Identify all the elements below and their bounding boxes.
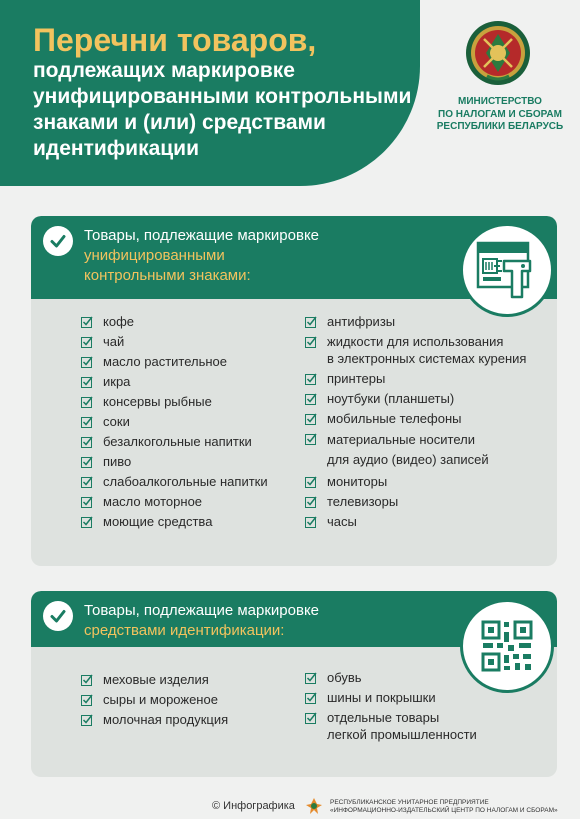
list-item bbox=[305, 493, 526, 510]
list-item-label: масло моторное bbox=[103, 494, 203, 509]
section-title bbox=[84, 226, 319, 286]
list-right bbox=[305, 669, 477, 746]
list-item-label: икра bbox=[103, 374, 131, 389]
checkbox-icon bbox=[305, 316, 317, 328]
list-item-label: пиво bbox=[103, 454, 132, 469]
checkbox-icon bbox=[305, 373, 317, 385]
list-item-label: моющие средства bbox=[103, 514, 213, 529]
checkbox-icon bbox=[81, 416, 93, 428]
list-item-label: обувь bbox=[327, 670, 362, 685]
checkbox-icon bbox=[81, 356, 93, 368]
page-title: Перечни товаров, bbox=[33, 22, 317, 58]
check-icon bbox=[43, 226, 73, 256]
checkbox-icon bbox=[81, 336, 93, 348]
list-item-label: безалкогольные напитки bbox=[103, 434, 252, 449]
barcode-scanner-icon bbox=[460, 223, 554, 317]
list-item-label: мониторы bbox=[327, 474, 388, 489]
list-right bbox=[305, 313, 526, 533]
page-subtitle: подлежащих маркировке унифицированными контрольными знаками и (или) средствами идентификации bbox=[33, 59, 412, 160]
list-item bbox=[305, 410, 526, 427]
list-left bbox=[81, 313, 268, 533]
list-item bbox=[81, 313, 268, 333]
checkbox-icon bbox=[81, 456, 93, 468]
section-title-plain: Товары, подлежащие маркировке bbox=[84, 227, 320, 244]
section-title-accent: средствами идентификации: bbox=[84, 622, 285, 639]
list-item bbox=[305, 313, 526, 330]
list-item-label: ноутбуки (планшеты) bbox=[327, 391, 455, 406]
list-item bbox=[81, 513, 268, 533]
checkbox-icon bbox=[305, 433, 317, 445]
section-control-marks bbox=[31, 216, 557, 566]
list-item bbox=[81, 493, 268, 513]
list-item bbox=[81, 393, 268, 413]
list-item bbox=[81, 353, 268, 373]
checkbox-icon bbox=[81, 376, 93, 388]
list-item bbox=[81, 453, 268, 473]
checkbox-icon bbox=[305, 476, 317, 488]
list-item bbox=[305, 709, 477, 743]
list-item bbox=[305, 473, 526, 490]
check-icon bbox=[43, 601, 73, 631]
checkbox-icon bbox=[305, 672, 317, 684]
list-item bbox=[81, 691, 228, 711]
list-item bbox=[305, 430, 526, 470]
checkbox-icon bbox=[81, 674, 93, 686]
checkbox-icon bbox=[305, 712, 317, 724]
list-item bbox=[81, 671, 228, 691]
ministry-name: МИНИСТЕРСТВО ПО НАЛОГАМ И СБОРАМ РЕСПУБЛИКИ БЕЛАРУСЬ bbox=[436, 96, 564, 132]
list-item-label: меховые изделия bbox=[103, 672, 209, 687]
list-item-label: отдельные товары легкой промышленности bbox=[327, 710, 477, 742]
list-item-label: соки bbox=[103, 414, 130, 429]
list-item bbox=[81, 433, 268, 453]
checkbox-icon bbox=[81, 694, 93, 706]
checkbox-icon bbox=[81, 496, 93, 508]
list-item-label: шины и покрышки bbox=[327, 690, 436, 705]
list-item-label: мобильные телефоны bbox=[327, 411, 462, 426]
publisher-logo bbox=[305, 797, 323, 815]
section-title-accent: унифицированными контрольными знаками: bbox=[84, 247, 251, 284]
list-item bbox=[81, 373, 268, 393]
list-item bbox=[305, 333, 526, 367]
list-item bbox=[81, 711, 228, 731]
list-item-label: кофе bbox=[103, 314, 134, 329]
section-title-plain: Товары, подлежащие маркировке bbox=[84, 602, 320, 619]
publisher-name: РЕСПУБЛИКАНСКОЕ УНИТАРНОЕ ПРЕДПРИЯТИЕ «ИНФОРМАЦИОННО-ИЗДАТЕЛЬСКИЙ ЦЕНТР ПО НАЛОГАМ И СБОРАМ» bbox=[330, 799, 558, 814]
ministry-emblem bbox=[465, 20, 531, 86]
checkbox-icon bbox=[81, 436, 93, 448]
checkbox-icon bbox=[81, 476, 93, 488]
checkbox-icon bbox=[81, 396, 93, 408]
list-item-label: телевизоры bbox=[327, 494, 399, 509]
list-item bbox=[305, 370, 526, 387]
checkbox-icon bbox=[81, 714, 93, 726]
list-item-label: материальные носители для аудио (видео) записей bbox=[327, 432, 489, 467]
list-item-label: молочная продукция bbox=[103, 712, 229, 727]
checkbox-icon bbox=[305, 496, 317, 508]
section-identification-means bbox=[31, 591, 557, 777]
list-item-label: слабоалкогольные напитки bbox=[103, 474, 268, 489]
list-left bbox=[81, 671, 228, 731]
checkbox-icon bbox=[305, 413, 317, 425]
list-item-label: чай bbox=[103, 334, 125, 349]
list-item bbox=[81, 333, 268, 353]
list-item bbox=[305, 513, 526, 530]
list-item-label: жидкости для использования в электронных системах курения bbox=[327, 334, 527, 366]
list-item bbox=[305, 390, 526, 407]
list-item bbox=[305, 689, 477, 706]
checkbox-icon bbox=[305, 393, 317, 405]
checkbox-icon bbox=[81, 516, 93, 528]
list-item-label: сыры и мороженое bbox=[103, 692, 218, 707]
checkbox-icon bbox=[305, 516, 317, 528]
list-item-label: консервы рыбные bbox=[103, 394, 212, 409]
list-item bbox=[81, 413, 268, 433]
section-title bbox=[84, 601, 319, 641]
list-item-label: антифризы bbox=[327, 314, 396, 329]
list-item bbox=[305, 669, 477, 686]
header-banner bbox=[0, 0, 420, 186]
list-item-label: принтеры bbox=[327, 371, 386, 386]
list-item-label: масло растительное bbox=[103, 354, 228, 369]
checkbox-icon bbox=[81, 316, 93, 328]
checkbox-icon bbox=[305, 336, 317, 348]
copyright-label: © Инфографика bbox=[212, 800, 295, 812]
list-item-label: часы bbox=[327, 514, 357, 529]
list-item bbox=[81, 473, 268, 493]
checkbox-icon bbox=[305, 692, 317, 704]
